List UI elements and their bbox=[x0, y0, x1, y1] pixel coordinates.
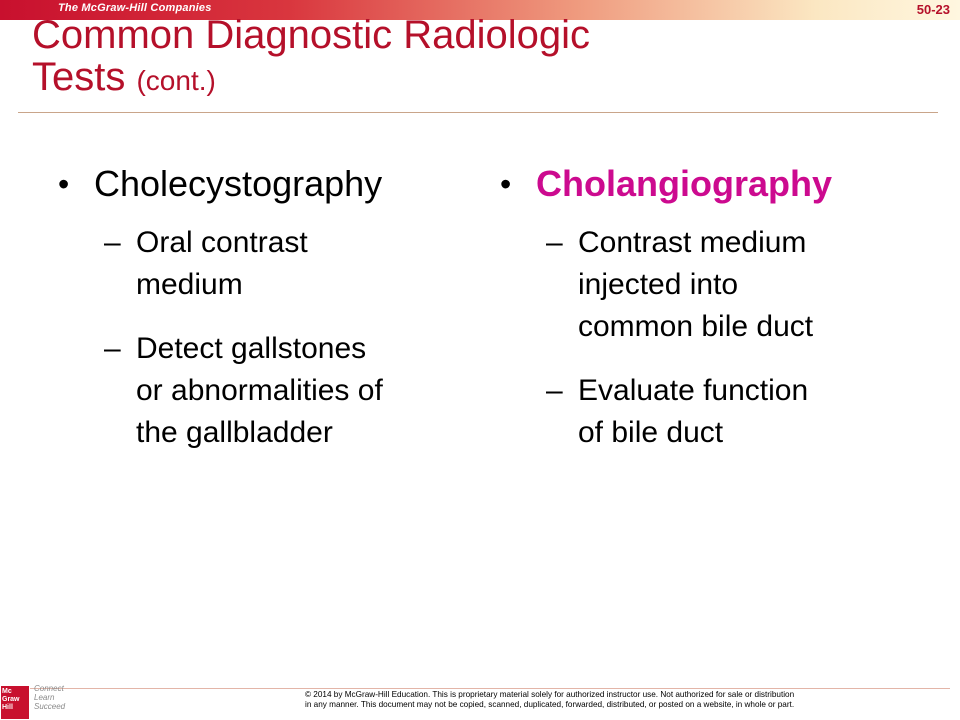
sub-item bbox=[546, 222, 920, 348]
sub-line: medium bbox=[136, 268, 243, 301]
bullet-dot: • bbox=[58, 166, 70, 202]
dash-marker: – bbox=[546, 374, 563, 407]
footer-divider bbox=[30, 688, 950, 689]
sub-line: Evaluate function bbox=[578, 374, 809, 407]
title-divider bbox=[18, 112, 938, 113]
sub-line: Contrast medium bbox=[578, 226, 807, 259]
sub-line: Oral contrast bbox=[136, 226, 308, 259]
mcgraw-hill-logo bbox=[1, 686, 29, 719]
title-suffix: (cont.) bbox=[136, 65, 216, 96]
tagline bbox=[34, 684, 65, 711]
tagline-line: Learn bbox=[34, 693, 55, 702]
brand-logo-text: The McGraw-Hill Companies bbox=[58, 2, 212, 14]
left-column bbox=[58, 158, 458, 476]
sub-item bbox=[546, 370, 920, 454]
copyright-line: © 2014 by McGraw-Hill Education. This is proprietary material solely for authorized instructor use. Not authorized for sale or distribution bbox=[305, 690, 795, 699]
title-line1: Common Diagnostic Radiologic bbox=[32, 13, 591, 57]
left-subitems bbox=[58, 222, 458, 454]
sub-line: common bile duct bbox=[578, 310, 814, 343]
sub-line: of bile duct bbox=[578, 416, 724, 449]
tagline-line: Connect bbox=[34, 684, 64, 693]
logo-line: Mc bbox=[2, 688, 12, 695]
right-column bbox=[500, 158, 920, 476]
copyright-notice bbox=[305, 690, 950, 710]
sub-item bbox=[104, 328, 458, 454]
right-subitems bbox=[500, 222, 920, 454]
bullet-dot: • bbox=[500, 166, 512, 202]
tagline-line: Succeed bbox=[34, 702, 66, 711]
sub-item-text bbox=[578, 370, 808, 454]
slide-number: 50-23 bbox=[916, 2, 950, 17]
sub-item-text bbox=[136, 222, 308, 306]
dash-marker: – bbox=[546, 226, 563, 259]
bullet-cholangiography bbox=[500, 158, 920, 210]
sub-item-text bbox=[578, 222, 813, 348]
sub-line: injected into bbox=[578, 268, 739, 301]
sub-item bbox=[104, 222, 458, 306]
sub-line: or abnormalities of bbox=[136, 374, 383, 407]
copyright-line: in any manner. This document may not be copied, scanned, duplicated, forwarded, distributed, or posted on a website, in whole or part. bbox=[305, 700, 795, 709]
bullet-label: Cholecystography bbox=[94, 163, 383, 204]
slide-title bbox=[32, 14, 912, 102]
sub-line: the gallbladder bbox=[136, 416, 333, 449]
sub-item-text bbox=[136, 328, 383, 454]
title-line2: Tests bbox=[32, 55, 126, 99]
sub-line: Detect gallstones bbox=[136, 332, 367, 365]
bullet-label: Cholangiography bbox=[536, 163, 832, 204]
dash-marker: – bbox=[104, 332, 121, 365]
dash-marker: – bbox=[104, 226, 121, 259]
logo-line: Graw bbox=[2, 696, 20, 703]
bullet-cholecystography bbox=[58, 158, 458, 210]
logo-line: Hill bbox=[2, 704, 13, 711]
